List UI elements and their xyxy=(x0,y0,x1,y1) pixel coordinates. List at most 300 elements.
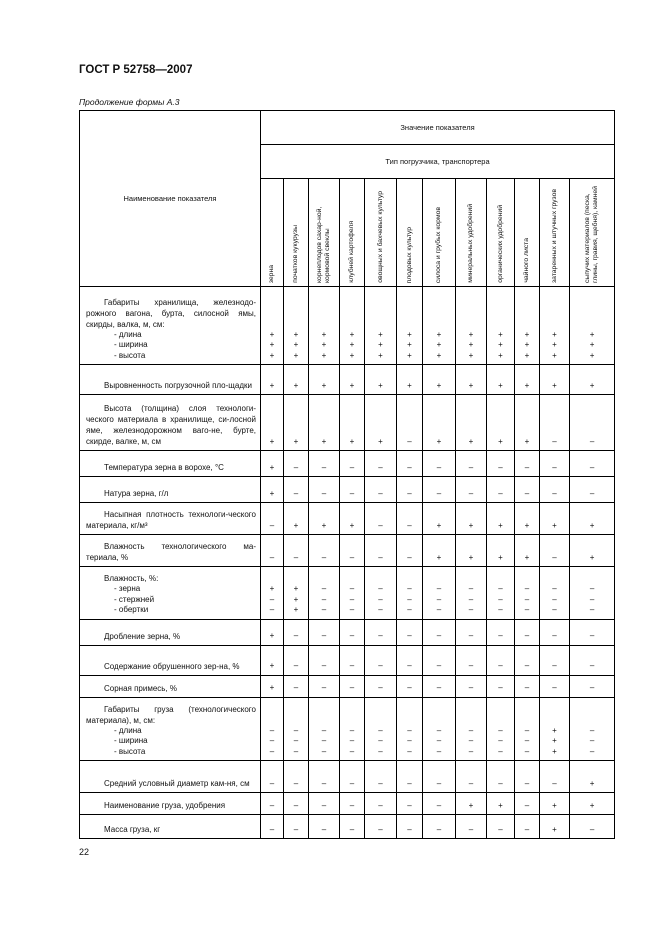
value-cell xyxy=(423,815,456,839)
value-mark: – xyxy=(589,824,595,834)
value-mark: – xyxy=(552,683,557,692)
value-mark: – xyxy=(407,552,412,562)
value-cell xyxy=(456,451,487,477)
value-cell xyxy=(340,535,365,567)
value-mark: + xyxy=(293,605,299,614)
value-cell xyxy=(365,287,397,365)
value-cell xyxy=(309,535,340,567)
table-row xyxy=(80,675,615,697)
value-mark: – xyxy=(498,778,503,788)
value-cell xyxy=(365,675,397,697)
value-cell xyxy=(397,645,423,675)
value-mark: + xyxy=(498,800,503,810)
value-cell xyxy=(365,567,397,620)
value-mark: + xyxy=(321,520,327,530)
value-cell xyxy=(456,477,487,503)
value-cell xyxy=(487,793,515,815)
value-mark: – xyxy=(321,661,327,670)
value-mark: + xyxy=(293,584,299,593)
column-header-label: затаренных и штучных грузов xyxy=(550,188,558,283)
value-mark: + xyxy=(349,436,355,446)
indicator-name-text: Высота (толщина) слоя технологи-ческого материала в хранилище, си-лосной яме, железнодорожном ваго-не, бурте, скирде, валке, м, см xyxy=(86,404,256,446)
value-mark: – xyxy=(349,488,355,498)
loader-type-header: Тип погрузчика, транспортера xyxy=(261,145,615,179)
value-cell xyxy=(309,645,340,675)
column-header-4 xyxy=(340,179,365,287)
value-cell xyxy=(456,645,487,675)
value-mark: – xyxy=(349,683,355,692)
value-cell xyxy=(423,697,456,761)
value-mark: + xyxy=(378,350,383,360)
value-cell xyxy=(487,675,515,697)
value-cell xyxy=(456,395,487,451)
indicator-name xyxy=(80,815,261,839)
indicator-name xyxy=(80,395,261,451)
value-cell xyxy=(487,697,515,761)
value-mark: – xyxy=(269,520,275,530)
value-mark: – xyxy=(436,725,442,735)
value-cell xyxy=(487,395,515,451)
column-header-label: корнеплодов сахар-ной, кормовой свеклы xyxy=(316,206,331,283)
value-cell xyxy=(340,815,365,839)
value-mark: – xyxy=(589,683,595,692)
value-mark: – xyxy=(321,736,327,745)
value-mark: – xyxy=(269,594,275,604)
value-mark: + xyxy=(498,350,503,360)
indicator-sub-item: - ширина xyxy=(114,736,148,745)
value-cell xyxy=(423,535,456,567)
value-mark: – xyxy=(293,462,299,472)
value-mark: – xyxy=(524,683,530,692)
value-mark: – xyxy=(589,594,595,604)
indicator-name-text: Габариты груза (технологического материала), м, см: xyxy=(86,704,256,725)
indicator-sub-item: - обертки xyxy=(114,605,149,614)
value-mark: – xyxy=(321,778,327,788)
value-cell xyxy=(540,535,570,567)
value-cell xyxy=(487,761,515,793)
value-mark: – xyxy=(321,824,327,834)
value-mark: + xyxy=(293,350,299,360)
value-mark: + xyxy=(269,350,275,360)
value-mark: + xyxy=(589,350,595,360)
value-mark: – xyxy=(378,736,383,745)
value-mark: + xyxy=(552,380,557,390)
value-cell xyxy=(487,365,515,395)
value-mark: – xyxy=(524,736,530,745)
value-mark: – xyxy=(407,736,412,745)
value-mark: – xyxy=(293,746,299,756)
indicator-name xyxy=(80,535,261,567)
value-mark: + xyxy=(269,340,275,349)
value-mark: + xyxy=(378,436,383,446)
value-mark: – xyxy=(436,605,442,614)
column-header-9 xyxy=(487,179,515,287)
value-mark: + xyxy=(468,350,474,360)
value-mark: + xyxy=(349,350,355,360)
value-mark: – xyxy=(321,605,327,614)
column-header-11 xyxy=(540,179,570,287)
value-mark: – xyxy=(498,462,503,472)
value-cell xyxy=(397,675,423,697)
value-mark: + xyxy=(589,340,595,349)
page-number: 22 xyxy=(79,847,90,857)
value-mark: + xyxy=(552,725,557,735)
value-mark: + xyxy=(321,350,327,360)
value-mark: + xyxy=(498,552,503,562)
value-cell xyxy=(365,793,397,815)
value-mark: – xyxy=(293,778,299,788)
indicator-name-text: Влажность технологического ма-териала, % xyxy=(86,542,256,562)
value-mark: – xyxy=(524,661,530,670)
indicator-sub-item: - ширина xyxy=(114,340,148,349)
value-mark: + xyxy=(407,350,412,360)
value-mark: – xyxy=(321,683,327,692)
value-mark: – xyxy=(378,683,383,692)
value-cell xyxy=(365,365,397,395)
value-mark: + xyxy=(552,350,557,360)
value-cell xyxy=(365,535,397,567)
value-cell xyxy=(570,365,615,395)
value-cell xyxy=(515,793,540,815)
value-mark: – xyxy=(321,594,327,604)
value-cell xyxy=(515,503,540,535)
value-cell xyxy=(423,503,456,535)
column-header-8 xyxy=(456,179,487,287)
value-mark: – xyxy=(436,800,442,810)
value-mark: + xyxy=(524,380,530,390)
value-cell xyxy=(515,395,540,451)
value-mark: – xyxy=(349,661,355,670)
value-mark: – xyxy=(436,584,442,593)
value-mark: – xyxy=(498,584,503,593)
value-cell xyxy=(423,793,456,815)
value-mark: – xyxy=(407,800,412,810)
value-cell xyxy=(540,793,570,815)
value-cell xyxy=(515,365,540,395)
value-cell xyxy=(423,287,456,365)
value-cell xyxy=(397,503,423,535)
column-header-label: овощных и бахчевых культур xyxy=(376,191,384,283)
value-cell xyxy=(540,567,570,620)
indicator-name xyxy=(80,619,261,645)
value-cell xyxy=(515,645,540,675)
indicator-name xyxy=(80,365,261,395)
value-mark: – xyxy=(407,594,412,604)
value-mark: – xyxy=(407,746,412,756)
indicator-name-text: Сорная примесь, % xyxy=(104,683,178,693)
value-mark: + xyxy=(552,736,557,745)
value-cell xyxy=(365,697,397,761)
value-cell xyxy=(515,675,540,697)
column-header-7 xyxy=(423,179,456,287)
value-mark: – xyxy=(498,594,503,604)
value-mark: + xyxy=(436,380,442,390)
value-mark: + xyxy=(269,329,275,339)
value-mark: – xyxy=(349,725,355,735)
value-mark: – xyxy=(407,605,412,614)
value-mark: – xyxy=(589,746,595,756)
value-mark: + xyxy=(524,329,530,339)
value-mark: – xyxy=(436,824,442,834)
value-mark: – xyxy=(321,631,327,640)
value-mark: – xyxy=(321,488,327,498)
value-cell xyxy=(309,451,340,477)
value-mark: – xyxy=(293,552,299,562)
value-cell xyxy=(365,761,397,793)
value-cell xyxy=(284,697,309,761)
value-mark: – xyxy=(436,594,442,604)
value-mark: + xyxy=(269,380,275,390)
value-mark: + xyxy=(498,436,503,446)
value-mark: – xyxy=(407,436,412,446)
value-mark: – xyxy=(524,594,530,604)
column-header-10 xyxy=(515,179,540,287)
value-mark: + xyxy=(552,800,557,810)
value-mark: – xyxy=(498,488,503,498)
value-cell xyxy=(340,697,365,761)
indicator-name xyxy=(80,451,261,477)
value-mark: – xyxy=(589,488,595,498)
value-mark: – xyxy=(293,824,299,834)
value-group-header: Значение показателя xyxy=(261,111,615,145)
value-cell xyxy=(540,645,570,675)
value-mark: + xyxy=(468,380,474,390)
value-cell xyxy=(570,761,615,793)
value-cell xyxy=(456,761,487,793)
value-cell xyxy=(570,287,615,365)
value-cell xyxy=(540,697,570,761)
value-cell xyxy=(397,451,423,477)
table-row xyxy=(80,395,615,451)
value-cell xyxy=(456,503,487,535)
value-cell xyxy=(284,567,309,620)
value-mark: – xyxy=(378,584,383,593)
value-cell xyxy=(570,477,615,503)
value-mark: + xyxy=(468,520,474,530)
value-cell xyxy=(515,619,540,645)
indicator-name-text: Влажность, %: xyxy=(104,574,159,583)
table-row xyxy=(80,567,615,620)
table-row xyxy=(80,535,615,567)
value-mark: + xyxy=(468,340,474,349)
value-cell xyxy=(397,287,423,365)
value-mark: + xyxy=(407,380,412,390)
value-cell xyxy=(423,395,456,451)
value-cell xyxy=(365,395,397,451)
value-cell xyxy=(309,365,340,395)
value-mark: – xyxy=(293,800,299,810)
value-cell xyxy=(365,619,397,645)
value-mark: – xyxy=(378,462,383,472)
value-cell xyxy=(540,503,570,535)
value-mark: – xyxy=(552,488,557,498)
value-mark: + xyxy=(468,800,474,810)
value-mark: – xyxy=(552,661,557,670)
value-mark: – xyxy=(524,605,530,614)
value-cell xyxy=(284,761,309,793)
indicator-name-text: Температура зерна в ворохе, °С xyxy=(104,463,224,472)
value-mark: + xyxy=(468,436,474,446)
value-cell xyxy=(397,365,423,395)
value-cell xyxy=(340,503,365,535)
value-cell xyxy=(261,567,284,620)
value-mark: – xyxy=(552,778,557,788)
value-cell xyxy=(284,815,309,839)
value-mark: – xyxy=(524,725,530,735)
value-mark: – xyxy=(321,746,327,756)
value-cell xyxy=(570,793,615,815)
value-mark: + xyxy=(589,380,595,390)
value-mark: + xyxy=(349,520,355,530)
value-cell xyxy=(540,675,570,697)
value-mark: + xyxy=(269,436,275,446)
value-mark: + xyxy=(498,340,503,349)
value-cell xyxy=(284,793,309,815)
value-cell xyxy=(456,567,487,620)
value-cell xyxy=(515,477,540,503)
value-cell xyxy=(487,477,515,503)
value-mark: – xyxy=(524,462,530,472)
value-mark: + xyxy=(524,552,530,562)
value-mark: + xyxy=(269,488,275,498)
value-mark: – xyxy=(589,736,595,745)
document-title: ГОСТ Р 52758—2007 xyxy=(79,64,193,76)
value-mark: + xyxy=(378,340,383,349)
value-mark: – xyxy=(321,800,327,810)
value-mark: – xyxy=(407,520,412,530)
value-cell xyxy=(456,815,487,839)
value-mark: + xyxy=(436,329,442,339)
value-cell xyxy=(309,761,340,793)
value-cell xyxy=(423,365,456,395)
value-cell xyxy=(261,451,284,477)
value-mark: – xyxy=(407,631,412,640)
value-mark: + xyxy=(552,824,557,834)
value-mark: + xyxy=(349,329,355,339)
value-cell xyxy=(515,815,540,839)
value-cell xyxy=(261,535,284,567)
value-mark: – xyxy=(468,605,474,614)
value-mark: + xyxy=(589,778,595,788)
value-cell xyxy=(261,675,284,697)
value-mark: – xyxy=(378,746,383,756)
value-mark: – xyxy=(293,725,299,735)
value-mark: – xyxy=(293,661,299,670)
value-cell xyxy=(423,675,456,697)
value-mark: – xyxy=(524,584,530,593)
value-mark: – xyxy=(589,605,595,614)
value-cell xyxy=(570,815,615,839)
value-cell xyxy=(570,503,615,535)
value-cell xyxy=(515,761,540,793)
value-mark: – xyxy=(349,736,355,745)
value-mark: – xyxy=(524,631,530,640)
value-mark: – xyxy=(436,746,442,756)
value-cell xyxy=(309,395,340,451)
value-mark: – xyxy=(269,778,275,788)
value-mark: + xyxy=(293,436,299,446)
value-cell xyxy=(261,503,284,535)
value-mark: + xyxy=(589,800,595,810)
value-cell xyxy=(309,619,340,645)
value-cell xyxy=(284,535,309,567)
value-mark: – xyxy=(321,584,327,593)
column-header-label: плодовых культур xyxy=(405,226,413,283)
value-cell xyxy=(365,645,397,675)
value-mark: – xyxy=(468,462,474,472)
value-mark: – xyxy=(552,594,557,604)
value-cell xyxy=(570,675,615,697)
value-cell xyxy=(487,815,515,839)
value-mark: – xyxy=(349,746,355,756)
value-cell xyxy=(284,675,309,697)
value-cell xyxy=(261,477,284,503)
value-cell xyxy=(309,793,340,815)
value-mark: + xyxy=(407,340,412,349)
value-mark: + xyxy=(498,520,503,530)
value-cell xyxy=(365,451,397,477)
value-mark: + xyxy=(378,380,383,390)
value-mark: – xyxy=(589,462,595,472)
indicator-name-text: Натура зерна, г/л xyxy=(104,489,169,498)
column-header-label: клубней картофеля xyxy=(348,221,355,283)
table-row xyxy=(80,287,615,365)
column-header-label: сыпучих материалов (песка, глины, гравия, щебня), камней xyxy=(584,186,600,283)
value-mark: – xyxy=(378,631,383,640)
value-mark: – xyxy=(378,520,383,530)
value-mark: – xyxy=(552,584,557,593)
value-mark: – xyxy=(436,736,442,745)
value-mark: – xyxy=(468,725,474,735)
value-mark: – xyxy=(468,778,474,788)
value-cell xyxy=(423,645,456,675)
value-mark: – xyxy=(349,631,355,640)
indicator-name-text: Масса груза, кг xyxy=(104,825,161,834)
column-header-6 xyxy=(397,179,423,287)
value-mark: – xyxy=(552,552,557,562)
value-cell xyxy=(397,395,423,451)
value-cell xyxy=(261,645,284,675)
value-cell xyxy=(515,287,540,365)
indicator-name xyxy=(80,503,261,535)
value-mark: – xyxy=(589,725,595,735)
value-mark: – xyxy=(589,584,595,593)
value-cell xyxy=(309,503,340,535)
value-cell xyxy=(309,287,340,365)
value-cell xyxy=(487,287,515,365)
value-cell xyxy=(340,675,365,697)
value-mark: – xyxy=(498,683,503,692)
value-cell xyxy=(284,619,309,645)
value-mark: – xyxy=(468,488,474,498)
value-cell xyxy=(261,395,284,451)
value-cell xyxy=(540,395,570,451)
value-mark: + xyxy=(321,380,327,390)
value-cell xyxy=(284,287,309,365)
value-mark: + xyxy=(436,520,442,530)
column-header-label: органических удобрений xyxy=(496,205,504,283)
indicator-sub-item: - высота xyxy=(114,746,146,756)
indicator-name xyxy=(80,567,261,620)
value-mark: – xyxy=(589,661,595,670)
value-mark: – xyxy=(498,725,503,735)
value-mark: + xyxy=(524,436,530,446)
value-mark: + xyxy=(524,520,530,530)
value-cell xyxy=(261,697,284,761)
value-mark: – xyxy=(407,488,412,498)
value-cell xyxy=(456,535,487,567)
value-mark: + xyxy=(498,329,503,339)
